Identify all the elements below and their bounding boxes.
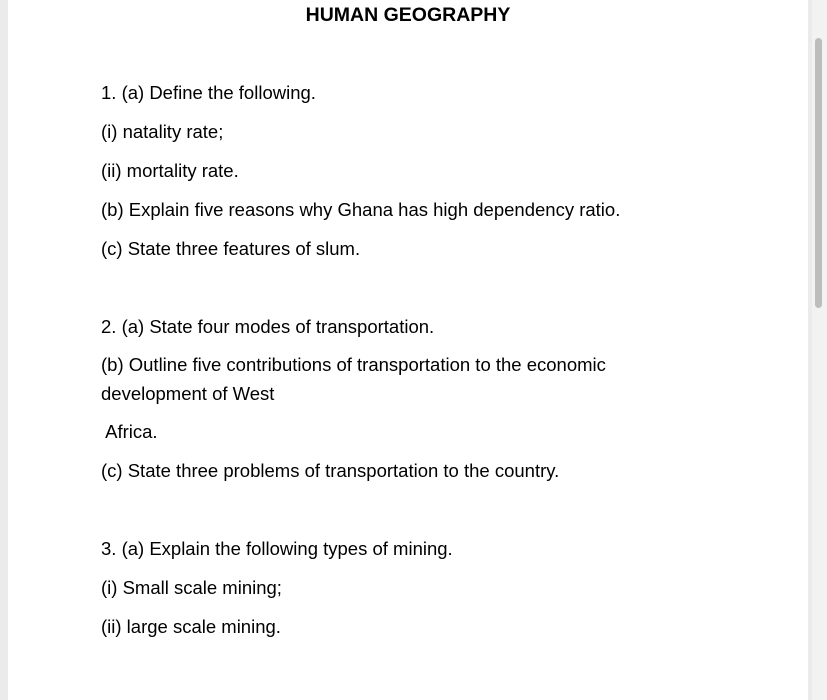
question-1-item: (i) natality rate;: [101, 121, 224, 142]
question-1-item: (c) State three features of slum.: [101, 238, 361, 259]
question-3-item: (i) Small scale mining;: [101, 577, 282, 598]
question-2-heading: 2. (a) State four modes of transportation.: [101, 316, 435, 337]
question-1-item: (ii) mortality rate.: [101, 160, 239, 181]
question-2-item: development of West: [101, 383, 275, 404]
page-title: HUMAN GEOGRAPHY: [305, 4, 511, 26]
question-3-heading: 3. (a) Explain the following types of mining.: [101, 538, 453, 559]
question-1-heading: 1. (a) Define the following.: [101, 82, 316, 103]
question-2-item: Africa.: [101, 421, 158, 442]
question-3-item: (ii) large scale mining.: [101, 616, 281, 637]
question-2-item: (c) State three problems of transportation to the country.: [101, 460, 560, 481]
question-1-item: (b) Explain five reasons why Ghana has high dependency ratio.: [101, 199, 621, 220]
scrollbar-thumb[interactable]: [815, 38, 822, 308]
question-2-item: (b) Outline five contributions of transportation to the economic: [101, 354, 606, 375]
